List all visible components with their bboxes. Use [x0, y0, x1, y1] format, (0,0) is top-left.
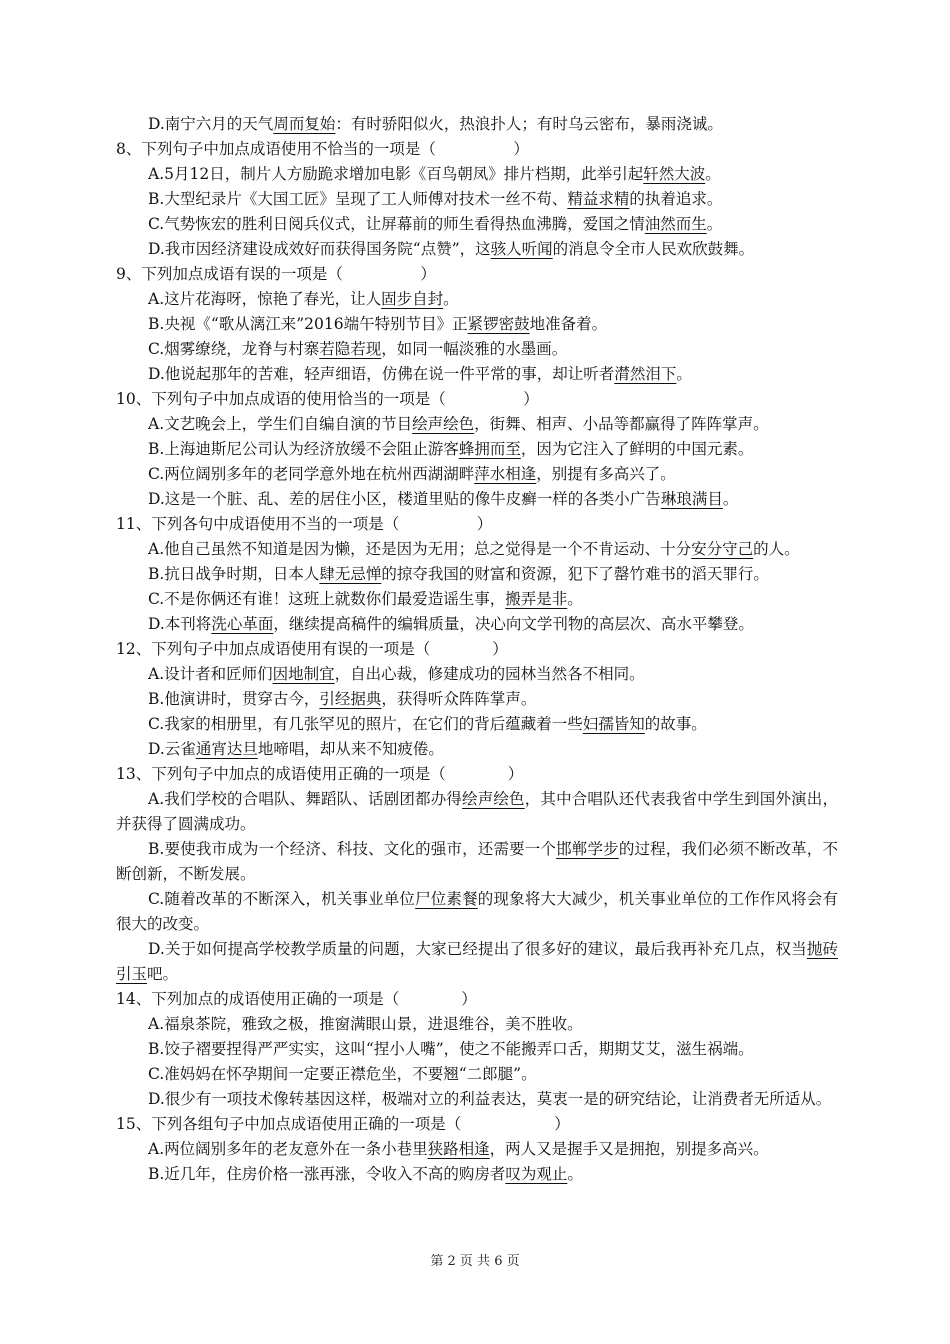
underlined-idiom: 通宵达旦: [195, 740, 258, 758]
text-run: B.大型纪录片《大国工匠》呈现了工人师傅对技术一丝不苟、: [148, 190, 568, 208]
underlined-idiom: 骇人听闻: [490, 240, 553, 258]
text-run: B.央视《“歌从漓江来”2016端午特别节目》正: [148, 315, 468, 333]
answer-option: [116, 162, 838, 187]
text-run: B.要使我市成为一个经济、科技、文化的强市，还需要一个: [148, 840, 557, 858]
question-stem: [116, 262, 838, 287]
text-run: 的现象将大大减少，机关事业单位的工作作风将会有很大的改变。: [116, 890, 838, 933]
answer-option: [116, 587, 838, 612]
answer-option: [116, 887, 838, 937]
text-run: C.气势恢宏的胜利日阅兵仪式，让屏幕前的师生看得热血沸腾，爱国之情: [148, 215, 645, 233]
answer-option: [116, 612, 838, 637]
question-stem: [116, 637, 838, 662]
underlined-idiom: 邯郸学步: [556, 840, 619, 858]
question-stem: [116, 762, 838, 787]
text-run: 。: [676, 365, 692, 383]
underlined-idiom: 紧锣密鼓: [467, 315, 530, 333]
question-stem: [116, 1112, 838, 1137]
underlined-idiom: 绘声绘色: [462, 790, 525, 808]
text-run: ，两人又是握手又是拥抱，别提多高兴。: [489, 1140, 769, 1158]
answer-option: [116, 112, 838, 137]
underlined-idiom: 叹为观止: [505, 1165, 568, 1183]
text-run: C.随着改革的不断深入，机关事业单位: [148, 890, 416, 908]
text-run: 。: [567, 1165, 583, 1183]
text-run: ，继续提高稿件的编辑质量，决心向文学刊物的高层次、高水平攀登。: [273, 615, 754, 633]
answer-option: [116, 212, 838, 237]
answer-option: [116, 312, 838, 337]
text-run: D.他说起那年的苦难，轻声细语，仿佛在说一件平常的事，却让听者: [148, 365, 615, 383]
answer-option: [116, 712, 838, 737]
answer-option: [116, 787, 838, 837]
text-run: 13、下列句子中加点的成语使用正确的一项是（ ）: [116, 765, 524, 783]
answer-option: [116, 1012, 838, 1037]
underlined-idiom: 琳琅满目: [660, 490, 723, 508]
underlined-idiom: 潸然泪下: [614, 365, 677, 383]
underlined-idiom: 尸位素餐: [415, 890, 478, 908]
underlined-idiom: 引经据典: [319, 690, 382, 708]
answer-option: [116, 1037, 838, 1062]
text-run: A.设计者和匠师们: [148, 665, 273, 683]
text-run: 10、下列句子中加点成语的使用恰当的一项是（ ）: [116, 390, 539, 408]
answer-option: [116, 1137, 838, 1162]
text-run: A.这片花海呀，惊艳了春光，让人: [148, 290, 382, 308]
underlined-idiom: 抛砖引玉: [116, 940, 838, 983]
text-run: ，别提有多高兴了。: [536, 465, 676, 483]
answer-option: [116, 487, 838, 512]
underlined-idiom: 若隐若现: [319, 340, 382, 358]
text-run: C.不是你俩还有谁！这班上就数你们最爱造谣生事，: [148, 590, 506, 608]
underlined-idiom: 洗心革面: [211, 615, 274, 633]
text-run: C.准妈妈在怀孕期间一定要正襟危坐，不要翘“二郎腿”。: [148, 1065, 537, 1083]
question-stem: [116, 512, 838, 537]
text-run: A.福泉茶院，雅致之极，推窗满眼山景，进退维谷，美不胜收。: [148, 1015, 583, 1033]
answer-option: [116, 1162, 838, 1187]
text-run: ，因为它注入了鲜明的中国元素。: [520, 440, 754, 458]
answer-option: [116, 1062, 838, 1087]
text-run: D.本刊将: [148, 615, 212, 633]
text-run: 。: [706, 215, 723, 233]
underlined-idiom: 搬弄是非: [505, 590, 568, 608]
text-run: 15、下列各组句子中加点成语使用正确的一项是（ ）: [116, 1115, 570, 1133]
underlined-idiom: 肆无忌惮: [319, 565, 382, 583]
answer-option: [116, 187, 838, 212]
answer-option: [116, 237, 838, 262]
answer-option: [116, 412, 838, 437]
text-run: A.他自己虽然不知道是因为懒，还是因为无用；总之觉得是一个不肯运动、十分: [148, 540, 692, 558]
text-run: 的过程，我们必须不断改革，不断创新，不断发展。: [116, 840, 838, 883]
text-run: B.饺子褶要捏得严严实实，这叫“捏小人嘴”，使之不能搬弄口舌，期期艾艾，滋生祸端。: [148, 1040, 754, 1058]
underlined-idiom: 固步自封: [381, 290, 444, 308]
underlined-idiom: 妇孺皆知: [582, 715, 645, 733]
text-run: B.抗日战争时期，日本人: [148, 565, 320, 583]
text-run: D.关于如何提高学校教学质量的问题，大家已经提出了很多好的建议，最后我再补充几点，权当: [148, 940, 807, 958]
underlined-idiom: 绘声绘色: [412, 415, 475, 433]
text-run: ，街舞、相声、小品等都赢得了阵阵掌声。: [474, 415, 769, 433]
text-run: 地啼唱，却从来不知疲倦。: [257, 740, 444, 758]
answer-option: [116, 687, 838, 712]
question-stem: [116, 387, 838, 412]
question-stem: [116, 137, 838, 162]
text-run: 吧。: [147, 965, 179, 983]
page-footer: 第 2 页 共 6 页: [430, 1254, 520, 1269]
text-run: C.烟雾缭绕，龙脊与村寨: [148, 340, 320, 358]
text-run: 的掠夺我国的财富和资源，犯下了罄竹难书的滔天罪行。: [381, 565, 769, 583]
answer-option: [116, 537, 838, 562]
underlined-idiom: 油然而生: [644, 215, 707, 233]
answer-option: [116, 737, 838, 762]
text-run: ，自出心裁，修建成功的园林当然各不相同。: [334, 665, 645, 683]
text-run: D.我市因经济建设成效好而获得国务院“点赞”，这: [148, 240, 491, 258]
text-run: C.我家的相册里，有几张罕见的照片，在它们的背后蕴藏着一些: [148, 715, 583, 733]
text-run: ，如同一幅淡雅的水墨画。: [381, 340, 568, 358]
answer-option: [116, 362, 838, 387]
text-run: 8、下列句子中加点成语使用不恰当的一项是（ ）: [116, 140, 529, 158]
text-run: 14、下列加点的成语使用正确的一项是（ ）: [116, 990, 477, 1008]
underlined-idiom: 周而复始: [273, 115, 336, 133]
answer-option: [116, 662, 838, 687]
text-run: C.两位阔别多年的老同学意外地在杭州西湖湖畔: [148, 465, 475, 483]
exam-content: [116, 112, 838, 1187]
answer-option: [116, 937, 838, 987]
text-run: 。: [443, 290, 459, 308]
text-run: 的人。: [753, 540, 800, 558]
text-run: 11、下列各句中成语使用不当的一项是（ ）: [116, 515, 493, 533]
text-run: 的故事。: [644, 715, 707, 733]
answer-option: [116, 437, 838, 462]
underlined-idiom: 精益求精: [567, 190, 630, 208]
text-run: D.南宁六月的天气: [148, 115, 274, 133]
answer-option: [116, 562, 838, 587]
answer-option: [116, 1087, 838, 1112]
text-run: 。: [705, 165, 721, 183]
text-run: B.近几年，住房价格一涨再涨，令收入不高的购房者: [148, 1165, 506, 1183]
answer-option: [116, 462, 838, 487]
text-run: 的执着追求。: [629, 190, 723, 208]
text-run: A.我们学校的合唱队、舞蹈队、话剧团都办得: [148, 790, 463, 808]
text-run: D.很少有一项技术像转基因这样，极端对立的利益表达，莫衷一是的研究结论，让消费者无所适从。: [148, 1090, 832, 1108]
text-run: 12、下列句子中加点成语使用有误的一项是（ ）: [116, 640, 508, 658]
text-run: 地准备着。: [529, 315, 608, 333]
text-run: B.上海迪斯尼公司认为经济放缓不会阻止游客: [148, 440, 459, 458]
text-run: 。: [567, 590, 583, 608]
text-run: D.这是一个脏、乱、差的居住小区，楼道里贴的像牛皮癣一样的各类小广告: [148, 490, 661, 508]
text-run: ：有时骄阳似火，热浪扑人；有时乌云密布，暴雨浇诚。: [335, 115, 723, 133]
text-run: 。: [722, 490, 739, 508]
text-run: D.云雀: [148, 740, 196, 758]
answer-option: [116, 337, 838, 362]
underlined-idiom: 蜂拥而至: [458, 440, 521, 458]
underlined-idiom: 安分守己: [691, 540, 754, 558]
question-stem: [116, 987, 838, 1012]
text-run: 的消息令全市人民欢欣鼓舞。: [552, 240, 755, 258]
answer-option: [116, 837, 838, 887]
underlined-idiom: 萍水相逢: [474, 465, 537, 483]
underlined-idiom: 轩然大波: [643, 165, 706, 183]
text-run: A.5月12日，制片人方励跪求增加电影《百鸟朝凤》排片档期，此举引起: [148, 165, 644, 183]
answer-option: [116, 287, 838, 312]
text-run: ，获得听众阵阵掌声。: [381, 690, 537, 708]
text-run: 9、下列加点成语有误的一项是（ ）: [116, 265, 436, 283]
text-run: A.文艺晚会上，学生们自编自演的节目: [148, 415, 413, 433]
text-run: ，其中合唱队还代表我省中学生到国外演出，并获得了圆满成功。: [116, 790, 838, 833]
text-run: A.两位阔别多年的老友意外在一条小巷里: [148, 1140, 428, 1158]
text-run: B.他演讲时，贯穿古今，: [148, 690, 320, 708]
underlined-idiom: 因地制宜: [272, 665, 335, 683]
underlined-idiom: 狭路相逢: [427, 1140, 490, 1158]
